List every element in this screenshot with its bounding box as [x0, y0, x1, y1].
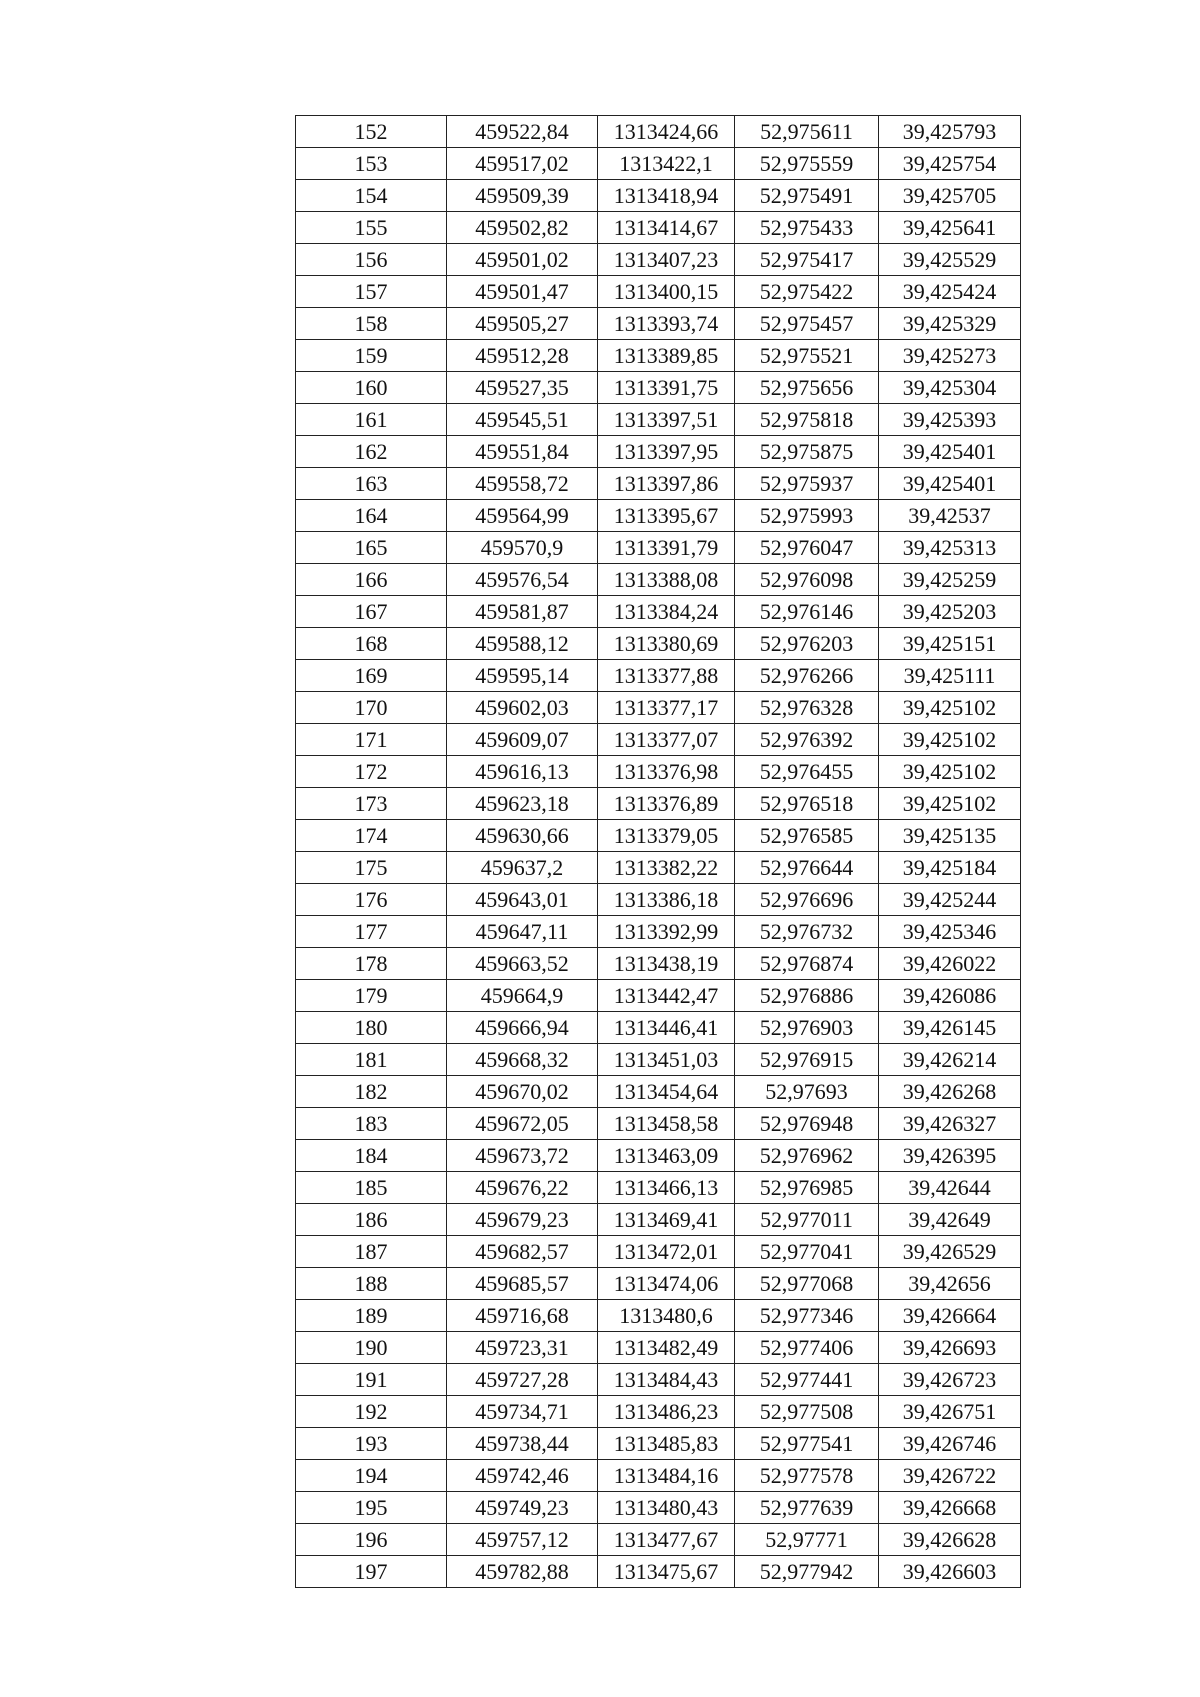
x-coordinate-cell: 459576,54	[447, 564, 598, 596]
latitude-cell: 52,975559	[735, 148, 879, 180]
latitude-cell: 52,976455	[735, 756, 879, 788]
table-row	[296, 276, 1021, 308]
point-number-cell: 158	[296, 308, 447, 340]
latitude-cell: 52,975937	[735, 468, 879, 500]
longitude-cell: 39,425313	[879, 532, 1021, 564]
y-coordinate-cell: 1313480,6	[598, 1300, 735, 1332]
x-coordinate-cell: 459647,11	[447, 916, 598, 948]
y-coordinate-cell: 1313451,03	[598, 1044, 735, 1076]
table-row	[296, 340, 1021, 372]
point-number-cell: 160	[296, 372, 447, 404]
y-coordinate-cell: 1313418,94	[598, 180, 735, 212]
table-row	[296, 788, 1021, 820]
latitude-cell: 52,975457	[735, 308, 879, 340]
latitude-cell: 52,976874	[735, 948, 879, 980]
latitude-cell: 52,976518	[735, 788, 879, 820]
y-coordinate-cell: 1313484,43	[598, 1364, 735, 1396]
point-number-cell: 189	[296, 1300, 447, 1332]
table-row	[296, 1364, 1021, 1396]
x-coordinate-cell: 459509,39	[447, 180, 598, 212]
x-coordinate-cell: 459595,14	[447, 660, 598, 692]
longitude-cell: 39,425393	[879, 404, 1021, 436]
y-coordinate-cell: 1313458,58	[598, 1108, 735, 1140]
table-row	[296, 660, 1021, 692]
x-coordinate-cell: 459630,66	[447, 820, 598, 852]
y-coordinate-cell: 1313377,17	[598, 692, 735, 724]
table-row	[296, 1012, 1021, 1044]
latitude-cell: 52,976903	[735, 1012, 879, 1044]
longitude-cell: 39,425151	[879, 628, 1021, 660]
longitude-cell: 39,425102	[879, 724, 1021, 756]
latitude-cell: 52,976328	[735, 692, 879, 724]
y-coordinate-cell: 1313472,01	[598, 1236, 735, 1268]
latitude-cell: 52,976915	[735, 1044, 879, 1076]
latitude-cell: 52,975656	[735, 372, 879, 404]
x-coordinate-cell: 459637,2	[447, 852, 598, 884]
y-coordinate-cell: 1313454,64	[598, 1076, 735, 1108]
longitude-cell: 39,426022	[879, 948, 1021, 980]
longitude-cell: 39,426268	[879, 1076, 1021, 1108]
latitude-cell: 52,976146	[735, 596, 879, 628]
table-row	[296, 532, 1021, 564]
x-coordinate-cell: 459727,28	[447, 1364, 598, 1396]
y-coordinate-cell: 1313477,67	[598, 1524, 735, 1556]
latitude-cell: 52,976962	[735, 1140, 879, 1172]
x-coordinate-cell: 459685,57	[447, 1268, 598, 1300]
y-coordinate-cell: 1313414,67	[598, 212, 735, 244]
latitude-cell: 52,976392	[735, 724, 879, 756]
point-number-cell: 165	[296, 532, 447, 564]
point-number-cell: 184	[296, 1140, 447, 1172]
y-coordinate-cell: 1313463,09	[598, 1140, 735, 1172]
table-row	[296, 1204, 1021, 1236]
table-row	[296, 148, 1021, 180]
y-coordinate-cell: 1313388,08	[598, 564, 735, 596]
x-coordinate-cell: 459742,46	[447, 1460, 598, 1492]
longitude-cell: 39,42537	[879, 500, 1021, 532]
point-number-cell: 195	[296, 1492, 447, 1524]
longitude-cell: 39,42644	[879, 1172, 1021, 1204]
y-coordinate-cell: 1313377,88	[598, 660, 735, 692]
point-number-cell: 179	[296, 980, 447, 1012]
longitude-cell: 39,42656	[879, 1268, 1021, 1300]
longitude-cell: 39,426214	[879, 1044, 1021, 1076]
latitude-cell: 52,977942	[735, 1556, 879, 1588]
latitude-cell: 52,977346	[735, 1300, 879, 1332]
x-coordinate-cell: 459623,18	[447, 788, 598, 820]
longitude-cell: 39,425203	[879, 596, 1021, 628]
x-coordinate-cell: 459588,12	[447, 628, 598, 660]
y-coordinate-cell: 1313379,05	[598, 820, 735, 852]
table-row	[296, 692, 1021, 724]
y-coordinate-cell: 1313474,06	[598, 1268, 735, 1300]
coordinates-table	[295, 115, 1021, 1588]
table-row	[296, 212, 1021, 244]
point-number-cell: 173	[296, 788, 447, 820]
table-row	[296, 1044, 1021, 1076]
table-row	[296, 436, 1021, 468]
latitude-cell: 52,975417	[735, 244, 879, 276]
table-row	[296, 628, 1021, 660]
x-coordinate-cell: 459738,44	[447, 1428, 598, 1460]
longitude-cell: 39,425641	[879, 212, 1021, 244]
table-row	[296, 1268, 1021, 1300]
y-coordinate-cell: 1313389,85	[598, 340, 735, 372]
latitude-cell: 52,97771	[735, 1524, 879, 1556]
table-row	[296, 1172, 1021, 1204]
point-number-cell: 170	[296, 692, 447, 724]
table-row	[296, 916, 1021, 948]
x-coordinate-cell: 459512,28	[447, 340, 598, 372]
latitude-cell: 52,975422	[735, 276, 879, 308]
latitude-cell: 52,97693	[735, 1076, 879, 1108]
point-number-cell: 155	[296, 212, 447, 244]
y-coordinate-cell: 1313376,98	[598, 756, 735, 788]
x-coordinate-cell: 459682,57	[447, 1236, 598, 1268]
x-coordinate-cell: 459505,27	[447, 308, 598, 340]
x-coordinate-cell: 459570,9	[447, 532, 598, 564]
table-row	[296, 372, 1021, 404]
latitude-cell: 52,976948	[735, 1108, 879, 1140]
y-coordinate-cell: 1313446,41	[598, 1012, 735, 1044]
longitude-cell: 39,425135	[879, 820, 1021, 852]
longitude-cell: 39,425754	[879, 148, 1021, 180]
latitude-cell: 52,975818	[735, 404, 879, 436]
x-coordinate-cell: 459749,23	[447, 1492, 598, 1524]
point-number-cell: 187	[296, 1236, 447, 1268]
x-coordinate-cell: 459734,71	[447, 1396, 598, 1428]
longitude-cell: 39,426693	[879, 1332, 1021, 1364]
x-coordinate-cell: 459581,87	[447, 596, 598, 628]
x-coordinate-cell: 459664,9	[447, 980, 598, 1012]
table-row	[296, 820, 1021, 852]
point-number-cell: 153	[296, 148, 447, 180]
longitude-cell: 39,425329	[879, 308, 1021, 340]
y-coordinate-cell: 1313397,51	[598, 404, 735, 436]
y-coordinate-cell: 1313484,16	[598, 1460, 735, 1492]
table-row	[296, 1108, 1021, 1140]
x-coordinate-cell: 459501,47	[447, 276, 598, 308]
longitude-cell: 39,426722	[879, 1460, 1021, 1492]
y-coordinate-cell: 1313400,15	[598, 276, 735, 308]
table-row	[296, 244, 1021, 276]
table-row	[296, 468, 1021, 500]
longitude-cell: 39,425273	[879, 340, 1021, 372]
y-coordinate-cell: 1313424,66	[598, 116, 735, 148]
x-coordinate-cell: 459757,12	[447, 1524, 598, 1556]
point-number-cell: 178	[296, 948, 447, 980]
y-coordinate-cell: 1313422,1	[598, 148, 735, 180]
point-number-cell: 164	[296, 500, 447, 532]
x-coordinate-cell: 459679,23	[447, 1204, 598, 1236]
latitude-cell: 52,977406	[735, 1332, 879, 1364]
point-number-cell: 168	[296, 628, 447, 660]
table-row	[296, 1524, 1021, 1556]
latitude-cell: 52,976047	[735, 532, 879, 564]
x-coordinate-cell: 459527,35	[447, 372, 598, 404]
longitude-cell: 39,425529	[879, 244, 1021, 276]
longitude-cell: 39,425244	[879, 884, 1021, 916]
longitude-cell: 39,426395	[879, 1140, 1021, 1172]
y-coordinate-cell: 1313392,99	[598, 916, 735, 948]
point-number-cell: 190	[296, 1332, 447, 1364]
point-number-cell: 175	[296, 852, 447, 884]
y-coordinate-cell: 1313480,43	[598, 1492, 735, 1524]
longitude-cell: 39,425346	[879, 916, 1021, 948]
coordinates-table-body	[296, 116, 1021, 1588]
table-row	[296, 308, 1021, 340]
latitude-cell: 52,977508	[735, 1396, 879, 1428]
x-coordinate-cell: 459676,22	[447, 1172, 598, 1204]
y-coordinate-cell: 1313486,23	[598, 1396, 735, 1428]
longitude-cell: 39,426603	[879, 1556, 1021, 1588]
y-coordinate-cell: 1313482,49	[598, 1332, 735, 1364]
latitude-cell: 52,976098	[735, 564, 879, 596]
x-coordinate-cell: 459663,52	[447, 948, 598, 980]
longitude-cell: 39,426529	[879, 1236, 1021, 1268]
longitude-cell: 39,426086	[879, 980, 1021, 1012]
table-row	[296, 1332, 1021, 1364]
point-number-cell: 191	[296, 1364, 447, 1396]
latitude-cell: 52,976696	[735, 884, 879, 916]
table-row	[296, 1492, 1021, 1524]
point-number-cell: 161	[296, 404, 447, 436]
table-row	[296, 724, 1021, 756]
longitude-cell: 39,425111	[879, 660, 1021, 692]
x-coordinate-cell: 459545,51	[447, 404, 598, 436]
y-coordinate-cell: 1313442,47	[598, 980, 735, 1012]
y-coordinate-cell: 1313466,13	[598, 1172, 735, 1204]
x-coordinate-cell: 459643,01	[447, 884, 598, 916]
longitude-cell: 39,42649	[879, 1204, 1021, 1236]
table-row	[296, 1076, 1021, 1108]
longitude-cell: 39,426746	[879, 1428, 1021, 1460]
table-row	[296, 756, 1021, 788]
latitude-cell: 52,976266	[735, 660, 879, 692]
latitude-cell: 52,975611	[735, 116, 879, 148]
latitude-cell: 52,976585	[735, 820, 879, 852]
point-number-cell: 180	[296, 1012, 447, 1044]
point-number-cell: 183	[296, 1108, 447, 1140]
point-number-cell: 188	[296, 1268, 447, 1300]
longitude-cell: 39,425259	[879, 564, 1021, 596]
point-number-cell: 192	[296, 1396, 447, 1428]
latitude-cell: 52,975993	[735, 500, 879, 532]
point-number-cell: 166	[296, 564, 447, 596]
longitude-cell: 39,426664	[879, 1300, 1021, 1332]
x-coordinate-cell: 459609,07	[447, 724, 598, 756]
longitude-cell: 39,426628	[879, 1524, 1021, 1556]
point-number-cell: 185	[296, 1172, 447, 1204]
latitude-cell: 52,976203	[735, 628, 879, 660]
x-coordinate-cell: 459517,02	[447, 148, 598, 180]
y-coordinate-cell: 1313391,79	[598, 532, 735, 564]
latitude-cell: 52,975433	[735, 212, 879, 244]
point-number-cell: 176	[296, 884, 447, 916]
table-row	[296, 404, 1021, 436]
longitude-cell: 39,425304	[879, 372, 1021, 404]
x-coordinate-cell: 459501,02	[447, 244, 598, 276]
point-number-cell: 194	[296, 1460, 447, 1492]
latitude-cell: 52,977639	[735, 1492, 879, 1524]
point-number-cell: 197	[296, 1556, 447, 1588]
table-row	[296, 1236, 1021, 1268]
point-number-cell: 171	[296, 724, 447, 756]
y-coordinate-cell: 1313469,41	[598, 1204, 735, 1236]
longitude-cell: 39,425793	[879, 116, 1021, 148]
table-row	[296, 116, 1021, 148]
point-number-cell: 186	[296, 1204, 447, 1236]
point-number-cell: 172	[296, 756, 447, 788]
x-coordinate-cell: 459602,03	[447, 692, 598, 724]
x-coordinate-cell: 459723,31	[447, 1332, 598, 1364]
longitude-cell: 39,426668	[879, 1492, 1021, 1524]
longitude-cell: 39,425705	[879, 180, 1021, 212]
latitude-cell: 52,977068	[735, 1268, 879, 1300]
latitude-cell: 52,977011	[735, 1204, 879, 1236]
x-coordinate-cell: 459502,82	[447, 212, 598, 244]
point-number-cell: 154	[296, 180, 447, 212]
y-coordinate-cell: 1313382,22	[598, 852, 735, 884]
y-coordinate-cell: 1313380,69	[598, 628, 735, 660]
longitude-cell: 39,425424	[879, 276, 1021, 308]
point-number-cell: 174	[296, 820, 447, 852]
latitude-cell: 52,975875	[735, 436, 879, 468]
longitude-cell: 39,425401	[879, 468, 1021, 500]
y-coordinate-cell: 1313485,83	[598, 1428, 735, 1460]
latitude-cell: 52,976644	[735, 852, 879, 884]
table-row	[296, 1396, 1021, 1428]
longitude-cell: 39,426751	[879, 1396, 1021, 1428]
x-coordinate-cell: 459616,13	[447, 756, 598, 788]
y-coordinate-cell: 1313386,18	[598, 884, 735, 916]
table-row	[296, 980, 1021, 1012]
table-row	[296, 1140, 1021, 1172]
x-coordinate-cell: 459668,32	[447, 1044, 598, 1076]
x-coordinate-cell: 459666,94	[447, 1012, 598, 1044]
y-coordinate-cell: 1313376,89	[598, 788, 735, 820]
longitude-cell: 39,426327	[879, 1108, 1021, 1140]
y-coordinate-cell: 1313384,24	[598, 596, 735, 628]
longitude-cell: 39,425401	[879, 436, 1021, 468]
point-number-cell: 162	[296, 436, 447, 468]
point-number-cell: 193	[296, 1428, 447, 1460]
longitude-cell: 39,425102	[879, 756, 1021, 788]
table-row	[296, 1300, 1021, 1332]
latitude-cell: 52,977541	[735, 1428, 879, 1460]
y-coordinate-cell: 1313395,67	[598, 500, 735, 532]
x-coordinate-cell: 459564,99	[447, 500, 598, 532]
longitude-cell: 39,426723	[879, 1364, 1021, 1396]
x-coordinate-cell: 459672,05	[447, 1108, 598, 1140]
longitude-cell: 39,425102	[879, 692, 1021, 724]
point-number-cell: 181	[296, 1044, 447, 1076]
longitude-cell: 39,426145	[879, 1012, 1021, 1044]
latitude-cell: 52,977578	[735, 1460, 879, 1492]
y-coordinate-cell: 1313377,07	[598, 724, 735, 756]
latitude-cell: 52,976886	[735, 980, 879, 1012]
longitude-cell: 39,425184	[879, 852, 1021, 884]
x-coordinate-cell: 459558,72	[447, 468, 598, 500]
latitude-cell: 52,977041	[735, 1236, 879, 1268]
y-coordinate-cell: 1313393,74	[598, 308, 735, 340]
y-coordinate-cell: 1313475,67	[598, 1556, 735, 1588]
point-number-cell: 159	[296, 340, 447, 372]
point-number-cell: 169	[296, 660, 447, 692]
point-number-cell: 167	[296, 596, 447, 628]
x-coordinate-cell: 459551,84	[447, 436, 598, 468]
table-row	[296, 564, 1021, 596]
latitude-cell: 52,977441	[735, 1364, 879, 1396]
point-number-cell: 163	[296, 468, 447, 500]
y-coordinate-cell: 1313438,19	[598, 948, 735, 980]
longitude-cell: 39,425102	[879, 788, 1021, 820]
x-coordinate-cell: 459522,84	[447, 116, 598, 148]
y-coordinate-cell: 1313391,75	[598, 372, 735, 404]
latitude-cell: 52,975491	[735, 180, 879, 212]
point-number-cell: 157	[296, 276, 447, 308]
table-row	[296, 884, 1021, 916]
y-coordinate-cell: 1313407,23	[598, 244, 735, 276]
table-row	[296, 1556, 1021, 1588]
point-number-cell: 196	[296, 1524, 447, 1556]
y-coordinate-cell: 1313397,86	[598, 468, 735, 500]
table-row	[296, 1460, 1021, 1492]
latitude-cell: 52,976732	[735, 916, 879, 948]
x-coordinate-cell: 459782,88	[447, 1556, 598, 1588]
point-number-cell: 182	[296, 1076, 447, 1108]
table-row	[296, 596, 1021, 628]
table-row	[296, 500, 1021, 532]
table-row	[296, 180, 1021, 212]
table-row	[296, 948, 1021, 980]
x-coordinate-cell: 459673,72	[447, 1140, 598, 1172]
point-number-cell: 152	[296, 116, 447, 148]
x-coordinate-cell: 459716,68	[447, 1300, 598, 1332]
point-number-cell: 177	[296, 916, 447, 948]
point-number-cell: 156	[296, 244, 447, 276]
y-coordinate-cell: 1313397,95	[598, 436, 735, 468]
table-row	[296, 1428, 1021, 1460]
latitude-cell: 52,976985	[735, 1172, 879, 1204]
latitude-cell: 52,975521	[735, 340, 879, 372]
table-row	[296, 852, 1021, 884]
x-coordinate-cell: 459670,02	[447, 1076, 598, 1108]
